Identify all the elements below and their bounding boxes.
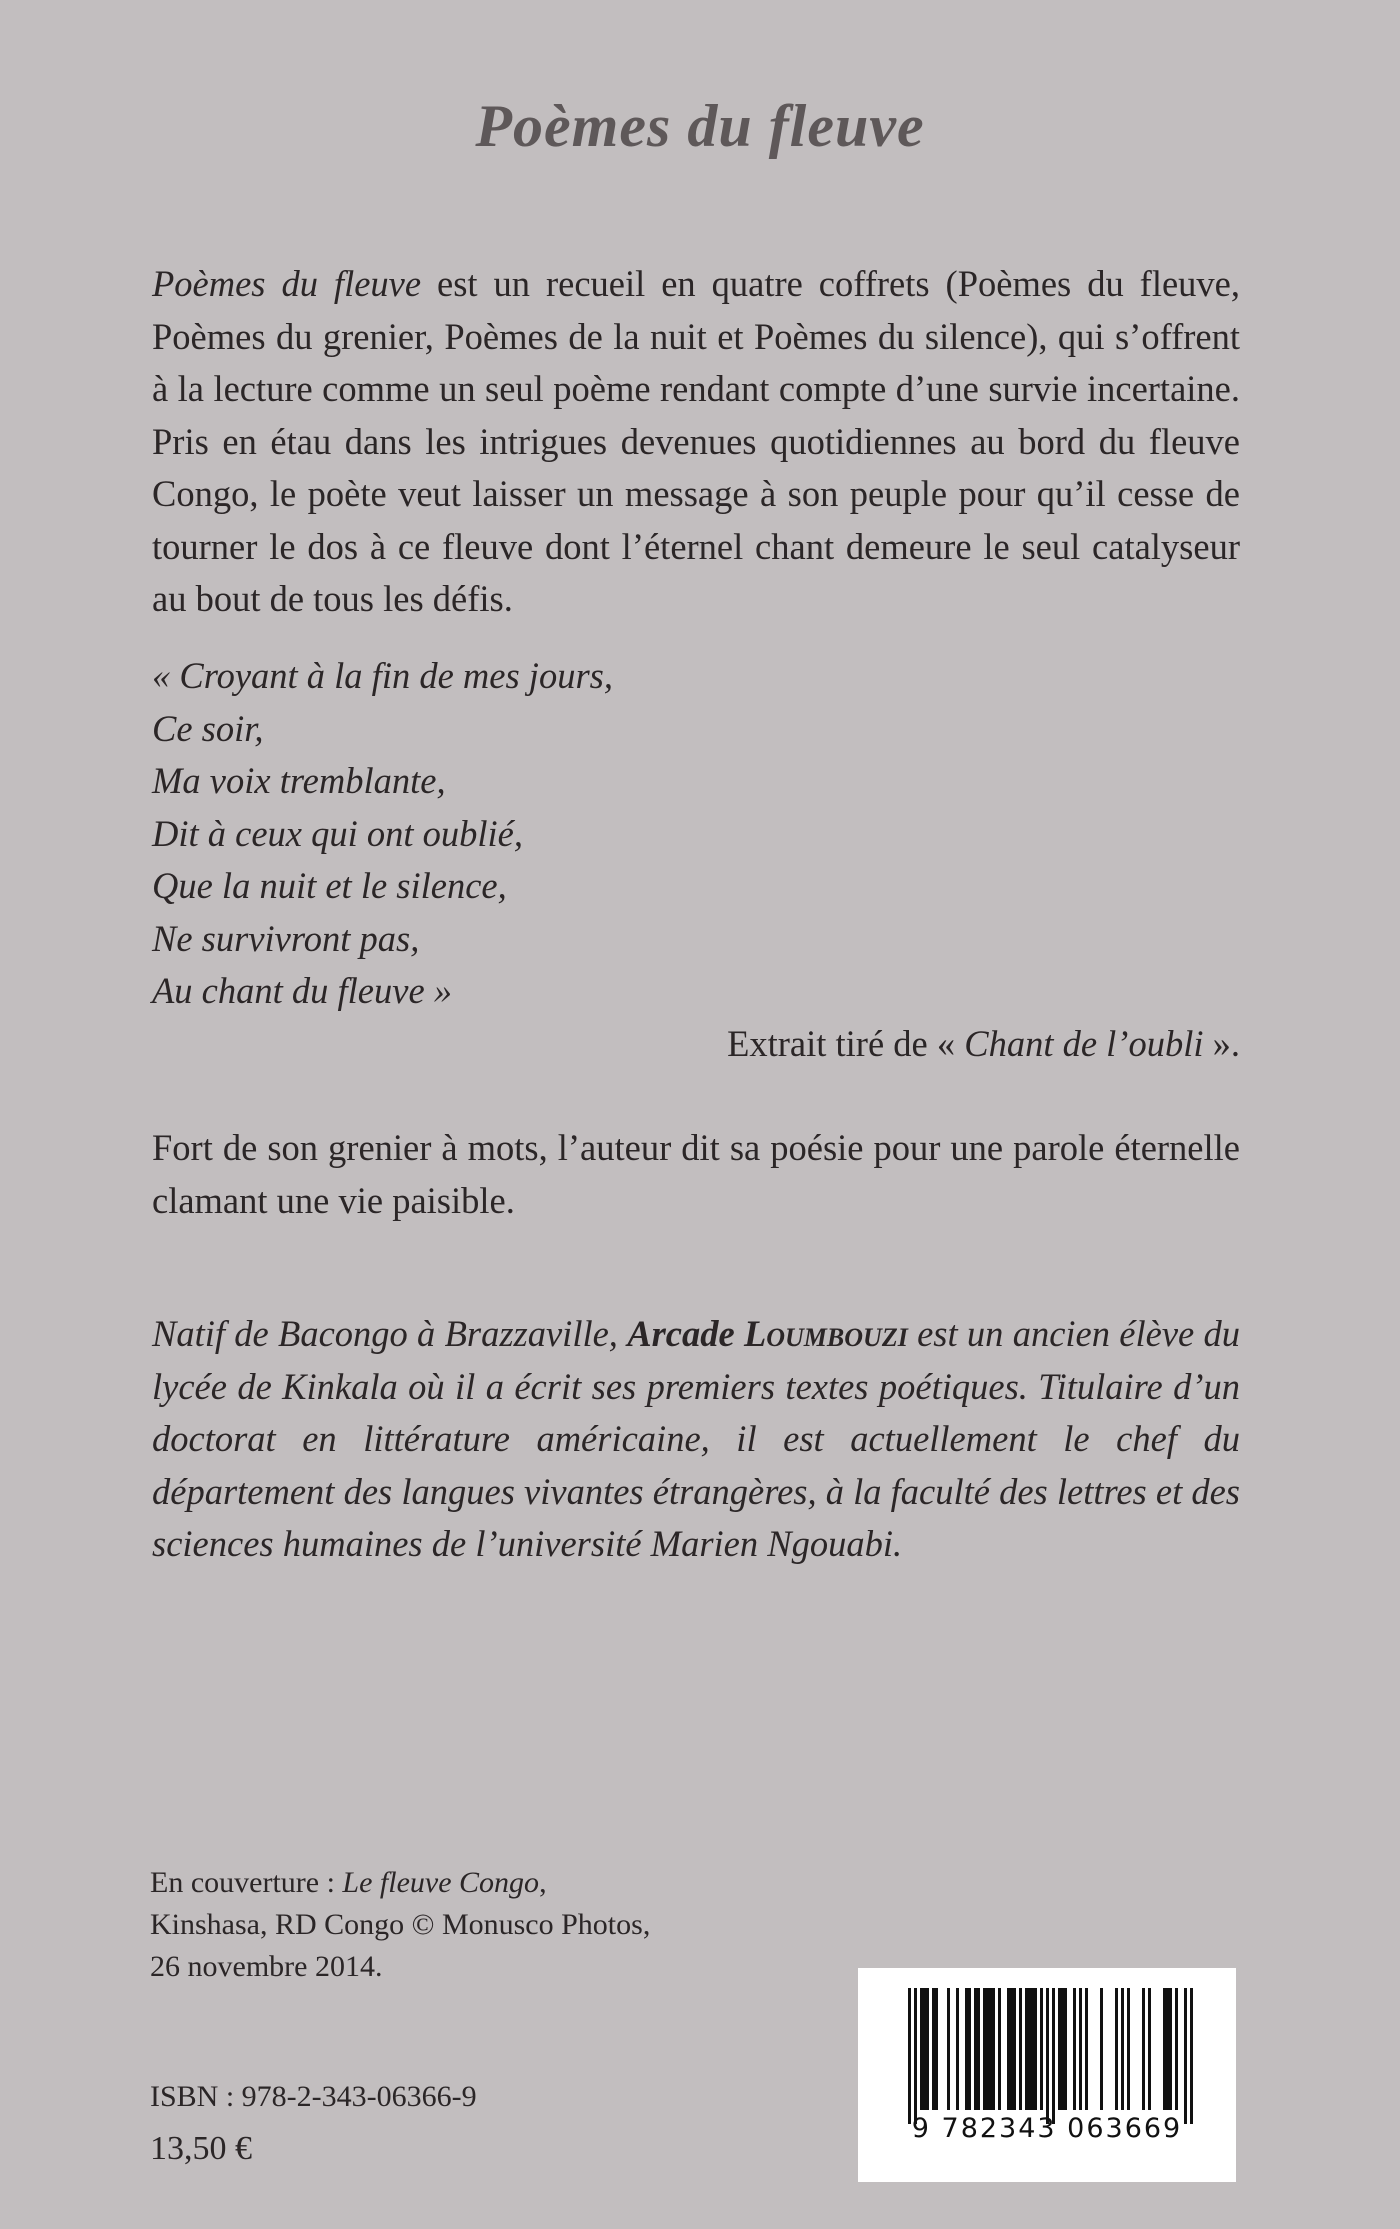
credit-line-1 [150, 1862, 650, 1904]
closing-paragraph: Fort de son grenier à mots, l’auteur dit sa poésie pour une parole éternelle clamant une vie paisible. [152, 1127, 1240, 1221]
barcode-bar [965, 1988, 968, 2110]
poem-line: Ma voix tremblante, [152, 760, 446, 801]
barcode-bar [1058, 1988, 1061, 2110]
credit-line-3: 26 novembre 2014. [150, 1950, 383, 1983]
barcode-bar [926, 1988, 929, 2110]
barcode-bar [1115, 1988, 1118, 2110]
barcode-bar [1085, 1988, 1088, 2110]
barcode-bar [1073, 1988, 1076, 2110]
source-title: Chant de l’oubli [964, 1023, 1204, 1064]
barcode-bar [1046, 1988, 1049, 2124]
barcode-bar [935, 1988, 938, 2110]
poem-source [152, 1018, 1240, 1071]
summary-paragraph [152, 258, 1240, 626]
barcode [858, 1968, 1236, 2182]
credit-prefix: En couverture : [150, 1866, 343, 1899]
barcode-bar [956, 1988, 959, 2110]
book-title: Poèmes du fleuve [475, 93, 925, 159]
poem-line: Dit à ceux qui ont oublié, [152, 812, 524, 854]
barcode-bar [974, 1988, 977, 2110]
source-prefix: Extrait tiré de « [727, 1023, 965, 1064]
barcode-bar [923, 1988, 926, 2110]
barcode-bar [908, 1988, 911, 2124]
barcode-bar [1175, 1988, 1178, 2110]
poem-line: Ne survivront pas, [152, 917, 420, 959]
isbn: ISBN : 978-2-343-06366-9 [150, 2080, 477, 2113]
poem-line: Que la nuit et le silence, [152, 865, 507, 906]
barcode-bar [914, 1988, 917, 2124]
summary-title-italic: Poèmes du fleuve [152, 263, 422, 304]
barcode-bar [947, 1988, 950, 2110]
credit-suffix: , [539, 1866, 547, 1899]
barcode-bar [1163, 1988, 1166, 2110]
barcode-bar [1010, 1988, 1013, 2110]
barcode-bar [1028, 1988, 1031, 2110]
poem-excerpt [152, 650, 1240, 1018]
barcode-bar [1079, 1988, 1082, 2110]
barcode-bar [1064, 1988, 1067, 2110]
barcode-bar [1184, 1988, 1187, 2124]
barcode-number: 9 782343 063669 [911, 2113, 1183, 2144]
price: 13,50 € [150, 2130, 252, 2167]
barcode-bar [1121, 1988, 1124, 2110]
barcode-bar [1052, 1988, 1055, 2124]
barcode-bar [1142, 1988, 1145, 2110]
barcode-bar [1040, 1988, 1043, 2110]
credit-title: Le fleuve Congo [342, 1866, 540, 1899]
author-last-name: Loumbouzi [743, 1313, 908, 1354]
barcode-bar [1007, 1988, 1010, 2110]
barcode-bar [992, 1988, 995, 2110]
barcode-bar [998, 1988, 1001, 2110]
poem-line: Ce soir, [152, 707, 264, 749]
barcode-bar [983, 1988, 986, 2110]
barcode-bar [1019, 1988, 1022, 2110]
barcode-bar [968, 1988, 971, 2110]
barcode-bar [1013, 1988, 1016, 2110]
bio-before: Natif de Bacongo à Brazzaville, [152, 1313, 628, 1354]
barcode-bar [986, 1988, 989, 2110]
barcode-bar [932, 1988, 935, 2110]
summary-text: est un recueil en quatre coffrets (Poèmes du fleuve, Poèmes du grenier, Poèmes de la nuit et Poèmes du silence), qui s’offrent à la lecture comme un seul poème rendant compte d’une survie incertaine. Pris en étau dans les intrigues devenues quotidiennes au bord du fleuve Congo, le poète veut laisser un message à son peuple pour qu’il cesse de tourner le dos à ce fleuve dont l’éternel chant demeure le seul catalyseur au bout de tous les défis. [152, 263, 1240, 619]
cover-credit [150, 1862, 650, 1988]
barcode-bar [1100, 1988, 1103, 2110]
barcode-bar [989, 1988, 992, 2110]
barcode-bar [1061, 1988, 1064, 2110]
barcode-bar [1169, 1988, 1172, 2110]
credit-line-2: Kinshasa, RD Congo © Monusco Photos, [150, 1908, 651, 1941]
bio-after: est un ancien élève du lycée de Kinkala où il a écrit ses premiers textes poétiques. Titulaire d’un doctorat en littérature américaine, il est actuellement le chef du département des langues vivantes étrangères, à la faculté des lettres et des sciences humaines de l’université Marien Ngouabi. [152, 1313, 1241, 1564]
barcode-bar [1127, 1988, 1130, 2110]
source-suffix: ». [1203, 1023, 1240, 1064]
poem-line: Au chant du fleuve » [152, 970, 453, 1011]
barcode-bar [1025, 1988, 1028, 2110]
author-first-name: Arcade [627, 1313, 735, 1354]
barcode-bar [1031, 1988, 1034, 2110]
barcode-bar [1166, 1988, 1169, 2110]
barcode-bar [977, 1988, 980, 2110]
barcode-bar [1148, 1988, 1151, 2110]
barcode-bars [858, 1968, 1236, 2182]
author-bio [152, 1308, 1240, 1571]
poem-line: « Croyant à la fin de mes jours, [152, 655, 613, 696]
barcode-bar [1034, 1988, 1037, 2110]
barcode-bar [920, 1988, 923, 2110]
barcode-bar [1190, 1988, 1193, 2124]
author-name [627, 1313, 908, 1354]
